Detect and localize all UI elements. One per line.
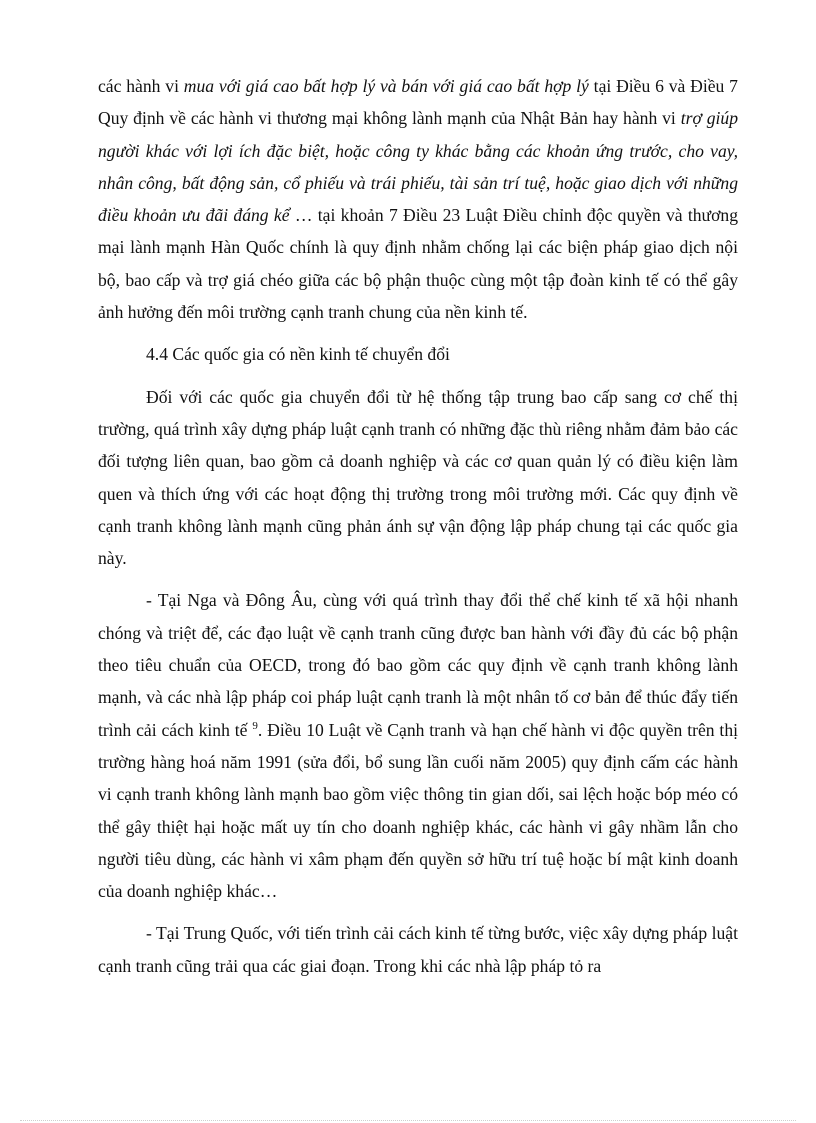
- italic-quote-korea: trợ giúp người khác với lợi ích đặc biệt, hoặc công ty khác bằng các khoản ứng trước, cho vay, nhân công, bất động sản, cổ phiếu và trái phiếu, tài sản trí tuệ, hoặc giao dịch với những điều khoản ưu đãi đáng kể: [98, 108, 738, 226]
- italic-quote-japan: mua với giá cao bất hợp lý và bán với giá cao bất hợp lý: [183, 76, 589, 96]
- paragraph-transition-economies: Đối với các quốc gia chuyển đổi từ hệ thống tập trung bao cấp sang cơ chế thị trường, quá trình xây dựng pháp luật cạnh tranh có những đặc thù riêng nhằm đảm bảo các đối tượng liên quan, bao gồm cả doanh nghiệp và các cơ quan quản lý có điều kiện làm quen và thích ứng với các hoạt động thị trường trong môi trường mới. Các quy định về cạnh tranh không lành mạnh cũng phản ánh sự vận động lập pháp chung tại các quốc gia này.: [98, 386, 738, 569]
- section-heading: 4.4 Các quốc gia có nền kinh tế chuyển đổi: [146, 344, 450, 365]
- paragraph-china: - Tại Trung Quốc, với tiến trình cải cách kinh tế từng bước, việc xây dựng pháp luật cạnh tranh cũng trải qua các giai đoạn. Trong khi các nhà lập pháp tỏ ra: [98, 923, 738, 976]
- paragraph-russia-eastern-europe: - Tại Nga và Đông Âu, cùng với quá trình thay đổi thể chế kinh tế xã hội nhanh chóng và triệt để, các đạo luật về cạnh tranh cũng được ban hành với đầy đủ các bộ phận theo tiêu chuẩn của OECD, trong đó bao gồm các quy định về cạnh tranh không lành mạnh, và các nhà lập pháp coi pháp luật cạnh tranh là một nhân tố cơ bản để thúc đẩy tiến trình cải cách kinh tế $^9$. Điều 10 Luật về Cạnh tranh và hạn chế hành vi độc quyền trên thị trường hàng hoá năm 1991 (sửa đổi, bổ sung lần cuối năm 2005) quy định cấm các hành vi cạnh tranh không lành mạnh bao gồm việc thông tin gian dối, sai lệch hoặc bóp méo có thể gây thiệt hại hoặc mất uy tín cho doanh nghiệp khác, các hành vi gây nhầm lẫn cho người tiêu dùng, các hành vi xâm phạm đến quyền sở hữu trí tuệ hoặc bí mật kinh doanh của doanh nghiệp khác…: [98, 590, 738, 902]
- paragraph-japan-korea: các hành vi mua với giá cao bất hợp lý và bán với giá cao bất hợp lý tại Điều 6 và Điều 7 Quy định về các hành vi thương mại không lành mạnh của Nhật Bản hay hành vi trợ giúp người khác với lợi ích đặc biệt, hoặc công ty khác bằng các khoản ứng trước, cho vay, nhân công, bất động sản, cổ phiếu và trái phiếu, tài sản trí tuệ, hoặc giao dịch với những điều khoản ưu đãi đáng kể … tại khoản 7 Điều 23 Luật Điều chỉnh độc quyền và thương mại lành mạnh Hàn Quốc chính là quy định nhằm chống lại các biện pháp giao dịch nội bộ, bao cấp và trợ giá chéo giữa các bộ phận thuộc cùng một tập đoàn kinh tế có thể gây ảnh hưởng đến môi trường cạnh tranh chung của nền kinh tế.: [98, 76, 738, 323]
- document-page: [98, 70, 738, 982]
- page-bottom-divider: [20, 1120, 796, 1121]
- footnote-ref[interactable]: 9: [252, 719, 258, 732]
